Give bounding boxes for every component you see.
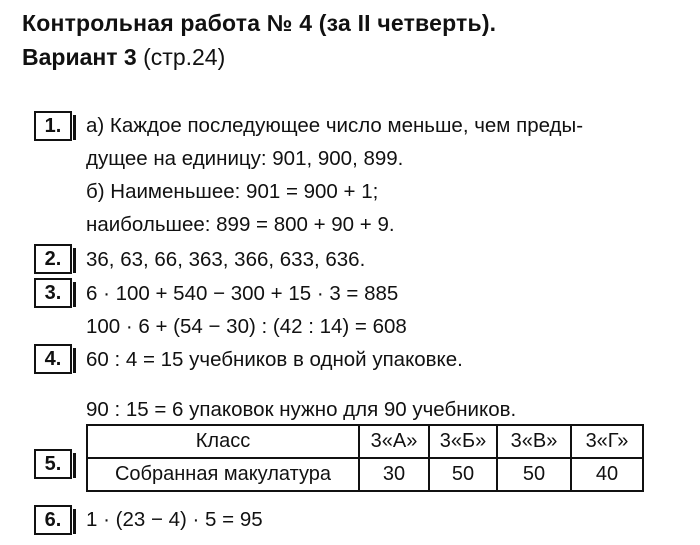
task-number-2: 2. (34, 244, 72, 274)
task-1-line-1: а) Каждое последующее число меньше, чем преды- (86, 114, 584, 137)
variant-heading (22, 44, 225, 71)
task-2-line-1: 36, 63, 66, 363, 366, 633, 636. (86, 248, 366, 271)
task-1-line-2: дущее на единицу: 901, 900, 899. (86, 147, 404, 170)
table-header-cell: 3«Б» (429, 425, 497, 458)
task-number-3: 3. (34, 278, 72, 308)
variant-label: Вариант 3 (22, 44, 137, 70)
table-cell: 40 (571, 458, 643, 491)
task-number-6: 6. (34, 505, 72, 535)
page-title: Контрольная работа № 4 (за II четверть). (22, 10, 497, 36)
task-6-line-1: 1 · (23 − 4) · 5 = 95 (86, 508, 263, 531)
task-4-line-2: 90 : 15 = 6 упаковок нужно для 90 учебников. (86, 398, 517, 421)
task-3-line-2: 100 · 6 + (54 − 30) : (42 : 14) = 608 (86, 315, 407, 338)
waste-paper-table (86, 424, 644, 492)
table-cell: 30 (359, 458, 429, 491)
table-row-label: Собранная макулатура (87, 458, 359, 491)
page-reference: (стр.24) (143, 44, 226, 70)
task-4-line-1: 60 : 4 = 15 учебников в одной упаковке. (86, 348, 463, 371)
task-number-1: 1. (34, 111, 72, 141)
task-1-line-4: наибольшее: 899 = 800 + 90 + 9. (86, 213, 395, 236)
table-header-cell: 3«Г» (571, 425, 643, 458)
task-3-line-1: 6 · 100 + 540 − 300 + 15 · 3 = 885 (86, 282, 399, 305)
table-cell: 50 (429, 458, 497, 491)
task-number-5: 5. (34, 449, 72, 479)
table-header-cell: 3«А» (359, 425, 429, 458)
task-number-4: 4. (34, 344, 72, 374)
table-cell: 50 (497, 458, 571, 491)
task-1-line-3: б) Наименьшее: 901 = 900 + 1; (86, 180, 379, 203)
table-row (87, 458, 643, 491)
table-header-row (87, 425, 643, 458)
table-header-cell: 3«В» (497, 425, 571, 458)
table-header-class: Класс (87, 425, 359, 458)
